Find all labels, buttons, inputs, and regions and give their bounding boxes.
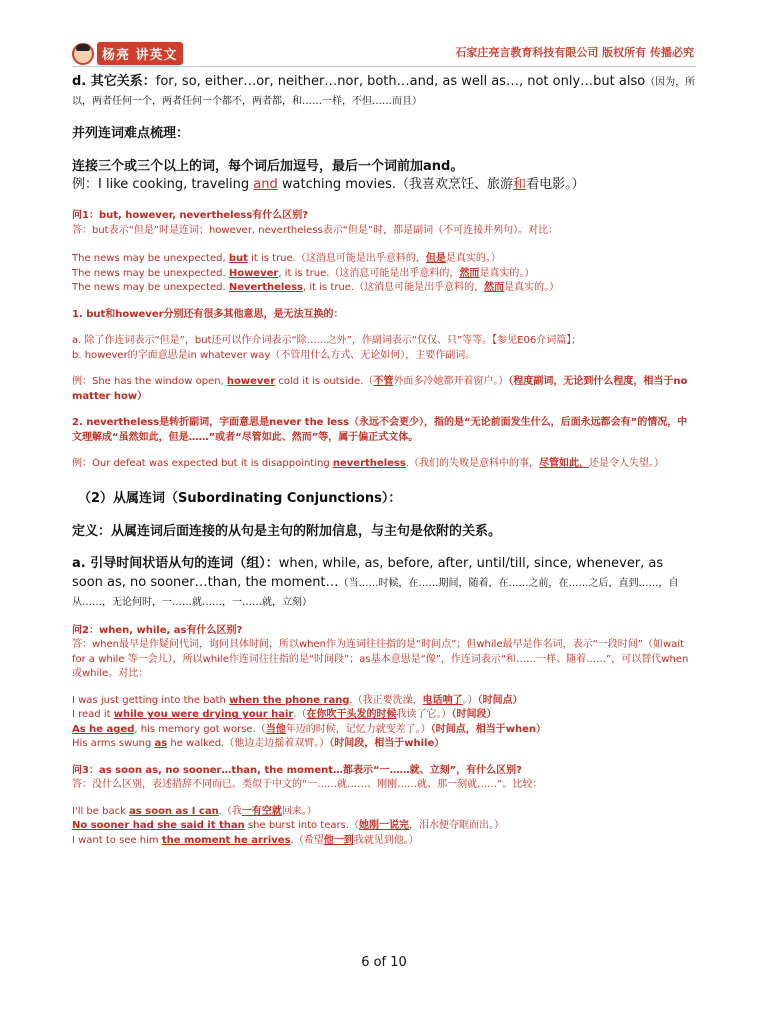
- text-run: 。）: [462, 694, 478, 706]
- text-run: she burst into tears.（: [244, 820, 359, 832]
- conjunction-list: for, so, either…or, neither…nor, both…and, as well as…, not only…but also: [155, 74, 646, 89]
- text-run: it is true.（这消息可能是出乎意料的，: [247, 253, 426, 265]
- text-run: 例：She has the window open,: [72, 376, 227, 388]
- underlined-text: as: [154, 738, 168, 750]
- text-run: 例：I like cooking, traveling: [72, 177, 254, 193]
- text-run: The news may be unexpected,: [72, 253, 229, 265]
- answer-1: 答：but表示“但是”时是连词；however, nevertheless表示“但是”时，都是副词（不可连接并列句）。对比：: [72, 224, 559, 236]
- text-run: , his memory got worse.（: [134, 723, 266, 735]
- a-time-conjunctions: [72, 555, 696, 612]
- example-news-1: [72, 252, 696, 267]
- underlined-text: the moment he arrives: [161, 834, 291, 846]
- text-run: The news may be unexpected.: [72, 282, 229, 294]
- text-run: （时间点）: [477, 694, 523, 706]
- text-run: I'll be back: [72, 805, 130, 817]
- underlined-text: however: [226, 376, 276, 388]
- underlined-text: 不管: [373, 376, 394, 388]
- example-when: [72, 694, 696, 709]
- page-content: [72, 73, 696, 848]
- text-run: when, while, as, before, after, until/till, since, whenever, as soon as, no sooner…than, the moment…: [72, 556, 664, 591]
- question-2: 问2：when, while, as有什么区别?: [72, 624, 243, 636]
- example-while: [72, 708, 696, 723]
- text-run: .（我: [218, 805, 242, 817]
- text-run: , it is true.（这消息可能是出乎意料的，: [278, 267, 460, 279]
- text-run: 定义：从属连词后面连接的从句是主句的附加信息，与主句是依附的关系。: [72, 523, 502, 539]
- text-run: cold it is outside.（: [275, 376, 374, 388]
- d-relations-paragraph: [72, 73, 696, 111]
- text-run: a. 引导时间状语从句的连词（组）：: [72, 556, 279, 572]
- text-run: 年迈的时候，记忆力就变差了。）: [285, 723, 431, 735]
- text-run: , it is true.（这消息可能是出乎意料的，: [303, 282, 485, 294]
- question-3: 问3：as soon as, no sooner…than, the moment…都表示“一……就、立刻”，有什么区别?: [72, 764, 522, 776]
- subheading-coordinating: 并列连词难点梳理：: [72, 125, 190, 141]
- underlined-text: Nevertheless: [228, 282, 304, 294]
- text-run: he walked.（他边走边摇着双臂。）: [167, 738, 330, 750]
- underlined-text: as soon as I can: [129, 805, 219, 817]
- text-run: I was just getting into the bath: [72, 694, 230, 706]
- text-run: （当……时候，在……期间，随着，在……之前，在……之后，直到……，自从……，无论何时，一……就……，一……就，立刻）: [72, 578, 679, 609]
- underlined-text: No sooner had she said it than: [72, 820, 245, 832]
- example-nevertheless: [72, 457, 696, 472]
- definition: [72, 523, 696, 542]
- text-run: 看电影。）: [526, 177, 585, 193]
- example-the-moment: [72, 834, 696, 849]
- example-sentence: [72, 176, 696, 195]
- underlined-text: nevertheless: [332, 458, 406, 470]
- rule-text: 连接三个或三个以上的词，每个词后加逗号，最后一个词前加and。: [72, 158, 464, 174]
- text-run: （时间段，相当于while）: [329, 738, 445, 750]
- text-run: His arms swung: [72, 738, 155, 750]
- example-as-soon-as: [72, 805, 696, 820]
- point-1b: b. however的字面意思是in whatever way（不管用什么方式、无论如何），主要作副词。: [72, 349, 476, 361]
- question-1: 问1：but, however, nevertheless有什么区别?: [72, 210, 309, 222]
- text-run: I want to see him: [72, 834, 162, 846]
- text-run: 我就见到他。）: [353, 834, 419, 846]
- underlined-text: 一有空就: [241, 805, 282, 817]
- section-label-d: d. 其它关系：: [72, 74, 156, 89]
- underlined-text: 电话响了: [422, 694, 463, 706]
- text-run: I read it: [72, 709, 114, 721]
- underlined-text: 然而: [484, 282, 505, 294]
- underlined-text: 然而: [459, 267, 480, 279]
- underlined-text: 当他: [265, 723, 286, 735]
- text-run: 我读了它。）: [396, 709, 452, 721]
- page-number: 6 of 10: [361, 955, 407, 970]
- text-run: 外面多冷她都开着窗户。）: [393, 376, 509, 388]
- text-run: （时间点，相当于when）: [430, 723, 547, 735]
- header-divider: [72, 66, 696, 67]
- text-run: 回来。）: [281, 805, 317, 817]
- text-run: .（我们的失败是意料中的事，: [405, 458, 539, 470]
- point-1: 1. but和however分别还有很多其他意思，是无法互换的：: [72, 308, 344, 320]
- text-run: .（我正要洗澡，: [349, 694, 423, 706]
- example-as-aged: [72, 723, 696, 738]
- underlined-text: but: [228, 253, 248, 265]
- conjunction-note: （因为，所以，两者任何一个，两者任何一个都不，两者都，和……一样，不但……而且）: [72, 77, 696, 107]
- text-run: 例：Our defeat was expected but it is disappointing: [72, 458, 333, 470]
- text-run: （时间段）: [451, 709, 497, 721]
- brand-logo: [72, 42, 183, 65]
- avatar-icon: [72, 43, 94, 65]
- underlined-text: 他一到: [323, 834, 354, 846]
- point-2: 2. nevertheless是转折副词，字面意思是never the less（永远不会更少），指的是“无论前面发生什么，后面永远都会有”的情况，中文理解成“虽然如此，但是……”或者“尽管如此、然而”等，属于偏正式文体。: [72, 417, 688, 443]
- section-heading-subordinating: （2）从属连词（Subordinating Conjunctions）：: [78, 490, 402, 506]
- text-run: （程度副词，无论到什么程度，相当于no matter how）: [72, 376, 688, 402]
- answer-3: 答：没什么区别，表述措辞不同而已。类似于中文的“一……就……、刚刚……就、那一刻就……”。比较：: [72, 779, 543, 791]
- underlined-text: 但是: [425, 253, 446, 265]
- example-news-2: [72, 267, 696, 282]
- text-run: 是真实的。）: [479, 267, 535, 279]
- text-run: 是真实的。）: [504, 282, 560, 294]
- underlined-text: when the phone rang: [229, 694, 350, 706]
- text-run: 还是令人失望。）: [589, 458, 664, 470]
- example-however: [72, 375, 696, 404]
- example-news-3: [72, 281, 696, 296]
- underlined-text: However: [228, 267, 279, 279]
- text-run: ，泪水便夺眶而出。）: [409, 820, 504, 832]
- highlight-he: 和: [513, 177, 527, 193]
- underlined-text: 在你吹干头发的时候: [306, 709, 397, 721]
- underlined-text: 尽管如此，: [539, 458, 589, 470]
- underlined-text: As he aged: [72, 723, 135, 735]
- text-run: The news may be unexpected.: [72, 267, 229, 279]
- example-as-walked: [72, 737, 696, 752]
- text-run: .（: [293, 709, 307, 721]
- example-no-sooner: [72, 819, 696, 834]
- logo-text: 杨亮 讲英文: [97, 42, 183, 65]
- copyright-notice: 石家庄亮言教育科技有限公司 版权所有 传播必究: [455, 46, 694, 59]
- point-1a: a. 除了作连词表示“但是”，but还可以作介词表示“除……之外”，作副词表示“仅仅、只”等等。【参见E06介词篇】；: [72, 335, 582, 347]
- highlight-and: and: [253, 177, 278, 193]
- text-run: 是真实的。）: [445, 253, 501, 265]
- underlined-text: 她刚一说完: [359, 820, 409, 832]
- underlined-text: while you were drying your hair: [113, 709, 294, 721]
- text-run: watching movies.（我喜欢烹饪、旅游: [277, 177, 514, 193]
- answer-2: 答：when最早是作疑问代词，询问具体时间，所以when作为连词往往指的是“时间点”；但while最早是作名词，表示“一段时间”（如wait for a while 等一会儿），所以while作连词往往指的是“时间段”；as基本意思是“像”，作连词表示“和……一样、随着……”，可以替代when或while。对比：: [72, 639, 689, 680]
- text-run: .（希望: [290, 834, 324, 846]
